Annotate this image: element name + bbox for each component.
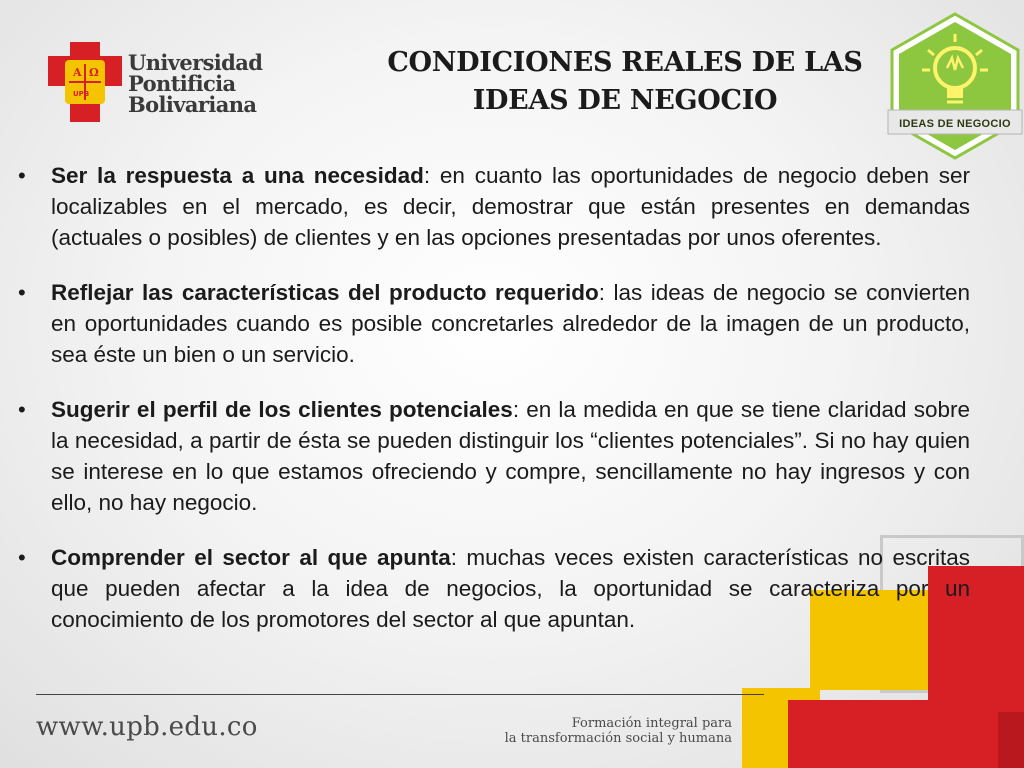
decor-square-red-bottom-right: [998, 712, 1024, 768]
tagline-line-1: Formación integral para: [571, 716, 732, 731]
svg-text:UPB: UPB: [73, 90, 90, 98]
bullet-list: [18, 160, 970, 659]
bullet-text: [51, 394, 970, 518]
bullet-item: [18, 160, 970, 253]
bullet-heading: Comprender el sector al que apunta: [51, 545, 451, 570]
footer-divider: [36, 694, 764, 695]
bullet-dot: •: [18, 163, 26, 188]
bullet-text: [51, 160, 970, 253]
university-name: [128, 52, 288, 115]
bullet-text: [51, 542, 970, 635]
bullet-dot: •: [18, 280, 26, 305]
bullet-dot: •: [18, 545, 26, 570]
svg-text:A: A: [73, 66, 82, 79]
tagline-line-2: la transformación social y humana: [504, 731, 732, 746]
badge-shape: [884, 12, 1024, 160]
footer-url[interactable]: www.upb.edu.co: [36, 712, 258, 742]
bullet-text: [51, 277, 970, 370]
footer-tagline: [500, 716, 732, 746]
svg-text:Ω: Ω: [89, 66, 99, 79]
bullet-dot: •: [18, 397, 26, 422]
university-logo: [48, 40, 278, 126]
badge-label: IDEAS DE NEGOCIO: [899, 118, 1011, 130]
logo-line-1: Universidad: [128, 50, 263, 75]
bullet-item: [18, 542, 970, 635]
bullet-body: : muchas veces existen características no escritas que pueden afectar a la idea de negocios, la oportunidad se caracteriza por un conocimiento de los promotores del sector al que apuntan.: [51, 545, 970, 632]
bullet-heading: Sugerir el perfil de los clientes potenciales: [51, 397, 513, 422]
logo-line-2: Pontificia: [128, 71, 236, 96]
page-title: [345, 44, 905, 120]
university-shield-icon: [48, 42, 122, 122]
title-line-1: CONDICIONES REALES DE LAS: [387, 47, 863, 78]
decor-square-red-bottom: [788, 700, 998, 768]
bullet-item: [18, 394, 970, 518]
title-line-2: IDEAS DE NEGOCIO: [472, 85, 778, 116]
bullet-body: : en la medida en que se tiene claridad sobre la necesidad, a partir de ésta se pueden distinguir los “clientes potenciales”. Si no hay quien se interese en lo que estamos ofreciendo y compre, sencillamente no hay ingresos y con ello, no hay negocio.: [51, 397, 971, 515]
bullet-heading: Ser la respuesta a una necesidad: [51, 163, 424, 188]
bullet-item: [18, 277, 970, 370]
bullet-body: : las ideas de negocio se convierten en oportunidades cuando es posible concretarles alrededor de la imagen de un producto, sea éste un bien o un servicio.: [51, 280, 970, 367]
bullet-body: : en cuanto las oportunidades de negocio deben ser localizables en el mercado, es decir, demostrar que están presentes en demandas (actuales o posibles) de clientes y en las opciones presentadas por unos oferentes.: [51, 163, 970, 250]
ideas-badge: [884, 12, 1024, 160]
logo-line-3: Bolivariana: [128, 92, 257, 117]
bullet-heading: Reflejar las características del producto requerido: [51, 280, 599, 305]
